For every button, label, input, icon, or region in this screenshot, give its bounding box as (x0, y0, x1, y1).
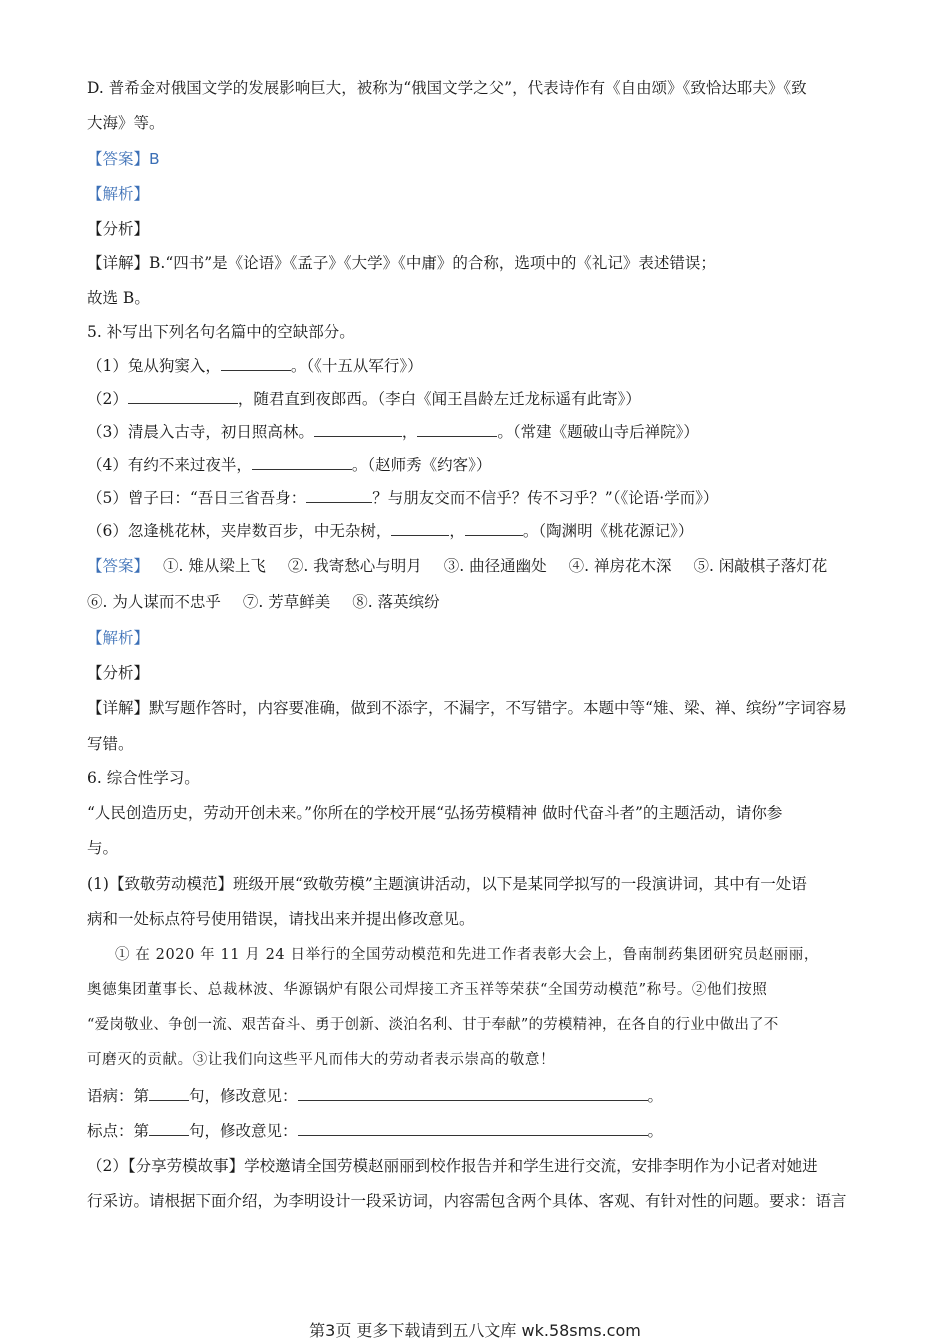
fill-blank[interactable] (465, 521, 523, 536)
q5-item-3-pre: （3）清晨入古寺，初日照高林。 (87, 423, 314, 441)
q5-analysis-tag: 【解析】 (87, 629, 150, 647)
q6-intro-line2: 与。 (87, 839, 119, 857)
answer-item: ⑧. 落英缤纷 (352, 593, 440, 611)
answer-tag: 【答案】 (87, 150, 150, 168)
fill-blank[interactable] (306, 488, 372, 503)
q5-item-5-post: ？与朋友交而不信乎？传不习乎？”（《论语·学而》） (372, 489, 719, 507)
q5-item-6-mid: ， (449, 522, 465, 540)
q5-item-1-post: 。（《十五从军行》） (290, 357, 423, 375)
detail-tag: 【详解】 (87, 699, 150, 717)
fill-blank[interactable] (128, 389, 238, 404)
answer-tag: 【答案】 (87, 557, 150, 575)
q5-item-3-mid: ， (401, 423, 418, 441)
q6-passage-line1: ① 在 2020 年 11 月 24 日举行的全国劳动模范和先进工作者表彰大会上，鲁南制药集团研究员赵丽丽， (115, 947, 819, 963)
fill-label: 标点：第 (87, 1122, 150, 1140)
page-footer: 第3页 更多下载请到五八文库 wk.58sms.com (309, 1321, 641, 1340)
q6-sub1-line1: (1)【致敬劳动模范】班级开展“致敬劳模”主题演讲活动，以下是某同学拟写的一段演讲词，其中有一处语 (87, 875, 807, 893)
answer-item: ④. 禅房花木深 (568, 557, 672, 575)
fill-label: 。 (647, 1122, 664, 1140)
fill-label: 句，修改意见： (189, 1122, 298, 1140)
q5-item-1 (87, 356, 423, 376)
q6-passage-line3: “爱岗敬业、争创一流、艰苦奋斗、勇于创新、淡泊名利、甘于奉献”的劳模精神，在各自的行业中做出了不 (87, 1017, 779, 1033)
sentence-number-blank[interactable] (149, 1086, 189, 1101)
q5-answers-row1 (87, 556, 827, 576)
q4-option-d-line2: 大海》等。 (87, 114, 165, 132)
fill-blank[interactable] (391, 521, 449, 536)
q6-intro-line1: “人民创造历史，劳动开创未来。”你所在的学校开展“弘扬劳模精神 做时代奋斗者”的主题活动，请你参 (87, 804, 783, 822)
q4-analysis-tag: 【解析】 (87, 185, 150, 203)
answer-item: ⑤. 闲敲棋子落灯花 (693, 557, 828, 575)
answer-item: ⑦. 芳草鲜美 (242, 593, 331, 611)
q6-fill-grammar (87, 1086, 663, 1106)
q6-sub2-line1: （2）【分享劳模故事】学校邀请全国劳模赵丽丽到校作报告并和学生进行交流，安排李明作为小记者对她进 (87, 1157, 818, 1175)
q5-item-4-post: 。（赵师秀《约客》） (351, 456, 492, 474)
answer-item: ②. 我寄愁心与明月 (287, 557, 422, 575)
detail-text: B.“四书”是《论语》《孟子》《大学》《中庸》的合称，选项中的《礼记》表述错误； (149, 254, 716, 272)
q6-sub1-line2: 病和一处标点符号使用错误，请找出来并提出修改意见。 (87, 910, 475, 928)
detail-tag: 【详解】 (87, 254, 150, 272)
q5-title: 5. 补写出下列名句名篇中的空缺部分。 (87, 323, 355, 341)
q5-detail-line2: 写错。 (87, 735, 134, 753)
fill-blank[interactable] (221, 356, 291, 371)
q6-fill-punctuation (87, 1121, 663, 1141)
q5-item-6-pre: （6）忽逢桃花林，夹岸数百步，中无杂树， (87, 522, 392, 540)
q5-item-1-pre: （1）兔从狗窦入， (87, 357, 221, 375)
q4-answer-row (87, 149, 160, 169)
fill-label: 。 (647, 1087, 664, 1105)
q6-sub2-line2: 行采访。请根据下面介绍，为李明设计一段采访词，内容需包含两个具体、客观、有针对性的问题。要求：语言 (87, 1192, 847, 1210)
q6-passage-line4: 可磨灭的贡献。③让我们向这些平凡而伟大的劳动者表示崇高的敬意！ (87, 1052, 556, 1068)
q5-detail-line1 (87, 698, 847, 718)
sentence-number-blank[interactable] (149, 1121, 189, 1136)
q4-option-d-line1: D. 普希金对俄国文学的发展影响巨大，被称为“俄国文学之父”，代表诗作有《自由颂》《致恰达耶夫》《致 (87, 79, 807, 97)
q5-item-3-post: 。（常建《题破山寺后禅院》） (497, 423, 699, 441)
q5-item-5 (87, 488, 718, 508)
fill-label: 语病：第 (87, 1087, 150, 1105)
q5-item-2-post: ，随君直到夜郎西。（李白《闻王昌龄左迁龙标遥有此寄》） (237, 390, 641, 408)
q5-fenxi-tag: 【分析】 (87, 664, 150, 682)
q4-fenxi-tag: 【分析】 (87, 220, 150, 238)
q5-item-5-pre: （5）曾子曰：“吾日三省吾身： (87, 489, 307, 507)
fill-blank[interactable] (417, 422, 497, 437)
answer-value: B (149, 150, 160, 168)
answer-item: ③. 曲径通幽处 (443, 557, 547, 575)
detail-text: 默写题作答时，内容要准确，做到不添字，不漏字，不写错字。本题中等“雉、梁、禅、缤纷”字词容易 (149, 699, 847, 717)
answer-item: ①. 雉从梁上飞 (163, 557, 266, 575)
q4-conclusion: 故选 B。 (87, 289, 150, 307)
q5-item-2-pre: （2） (87, 390, 128, 408)
q5-item-3 (87, 422, 699, 442)
q5-item-4 (87, 455, 491, 475)
answer-item: ⑥. 为人谋而不忠乎 (87, 593, 221, 611)
q6-title: 6. 综合性学习。 (87, 769, 200, 787)
q5-item-6 (87, 521, 693, 541)
q5-item-2 (87, 389, 641, 409)
q5-item-4-pre: （4）有约不来过夜半， (87, 456, 252, 474)
fill-blank[interactable] (314, 422, 402, 437)
q5-item-6-post: 。（陶渊明《桃花源记》） (522, 522, 694, 540)
fill-label: 句，修改意见： (189, 1087, 298, 1105)
q4-detail-row (87, 253, 716, 273)
q5-answers-row2 (87, 592, 462, 612)
revision-blank[interactable] (298, 1121, 648, 1136)
revision-blank[interactable] (298, 1086, 648, 1101)
fill-blank[interactable] (252, 455, 352, 470)
q6-passage-line2: 奥德集团董事长、总裁林波、华源锅炉有限公司焊接工齐玉祥等荣获“全国劳动模范”称号。②他们按照 (87, 982, 768, 998)
